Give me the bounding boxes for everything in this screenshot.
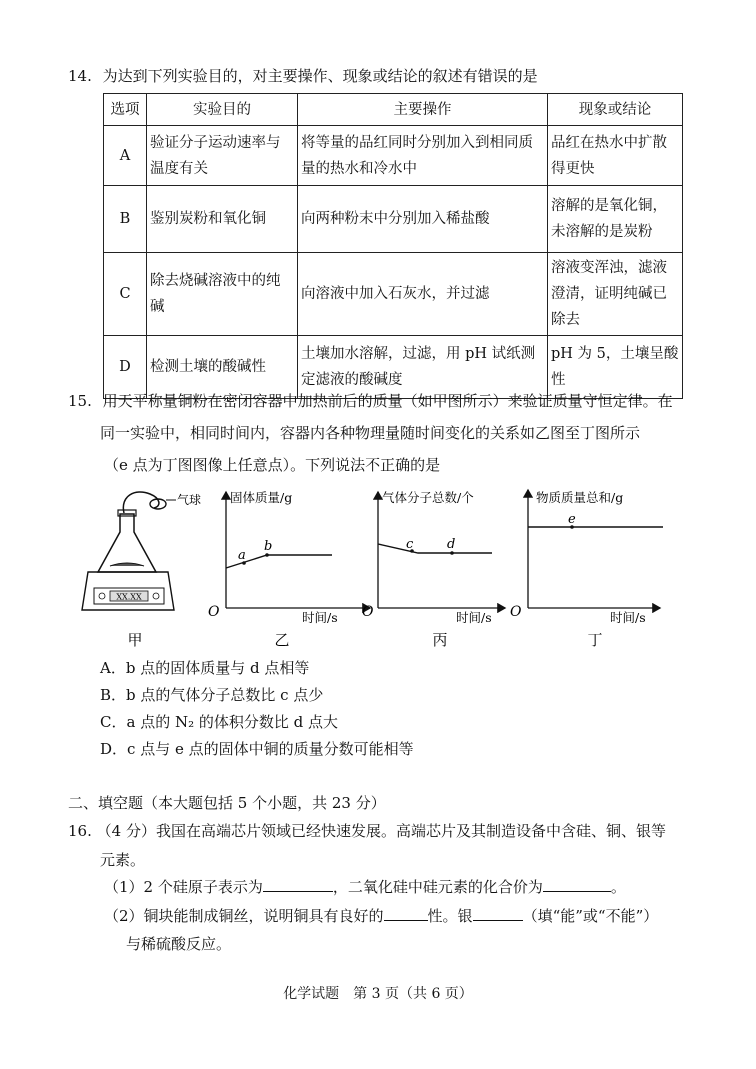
- row-option: A: [104, 126, 147, 186]
- label-b: b: [264, 539, 273, 554]
- row-option: D: [104, 336, 147, 399]
- sub1-text-b: ，二氧化硅中硅元素的化合价为: [332, 878, 543, 896]
- option-c: C．a 点的 N₂ 的体积分数比 d 点大: [100, 713, 339, 731]
- header-purpose: 实验目的: [147, 94, 298, 126]
- option-a: A．b 点的固体质量与 d 点相等: [100, 659, 310, 677]
- q15-figures: [80, 480, 680, 650]
- q16-sub2: [104, 905, 658, 926]
- row-purpose: 验证分子运动速率与温度有关: [147, 126, 298, 186]
- row-result: pH 为 5，土壤呈酸性: [548, 336, 683, 399]
- table-row: [104, 126, 683, 186]
- row-result: 溶液变浑浊，滤液澄清，证明纯碱已除去: [548, 253, 683, 336]
- option-b: B．b 点的气体分子总数比 c 点少: [100, 686, 324, 704]
- label-c: c: [406, 537, 414, 552]
- table-row: [104, 186, 683, 253]
- caption-yi: 乙: [274, 631, 290, 649]
- balloon-label: 气球: [177, 493, 202, 507]
- q16-stem: [68, 820, 666, 841]
- caption-jia: 甲: [127, 631, 143, 649]
- sub1-text-a: （1）2 个硅原子表示为: [104, 878, 263, 896]
- ding-origin: O: [510, 604, 522, 620]
- q16-sub1: [104, 876, 626, 897]
- scale-display: XX.XX: [116, 592, 142, 602]
- q16-stem-line1: （4 分）我国在高端芯片领域已经快速发展。高端芯片及其制造设备中含硅、铜、银等: [96, 822, 666, 840]
- ding-ylabel: 物质质量总和/g: [536, 490, 624, 505]
- q15-number: 15.: [68, 392, 92, 410]
- answer-blank-2[interactable]: [543, 877, 611, 892]
- sub1-text-c: 。: [610, 878, 626, 896]
- answer-blank-4[interactable]: [473, 906, 523, 921]
- bing-origin: O: [362, 604, 374, 620]
- sub2-text-b: 性。银: [427, 907, 473, 925]
- apparatus-jia: [82, 492, 201, 649]
- chart-bing: [362, 490, 505, 649]
- q15-stem-line2: 同一实验中，相同时间内，容器内各种物理量随时间变化的关系如乙图至丁图所示: [100, 424, 641, 442]
- row-operation: 土壤加水溶解，过滤，用 pH 试纸测定滤液的酸碱度: [298, 336, 548, 399]
- table-header-row: [104, 94, 683, 126]
- sub2-line2: 与稀硫酸反应。: [126, 935, 232, 953]
- yi-xlabel: 时间/s: [302, 610, 338, 625]
- row-purpose: 鉴别炭粉和氧化铜: [147, 186, 298, 253]
- answer-blank-1[interactable]: [263, 877, 333, 892]
- bing-line: [378, 544, 492, 553]
- q15-stem-line3: （e 点为丁图图像上任意点）。下列说法不正确的是: [104, 456, 441, 474]
- header-option: 选项: [104, 94, 147, 126]
- q16-number: 16.: [68, 822, 92, 840]
- caption-bing: 丙: [432, 631, 448, 649]
- table-row: [104, 253, 683, 336]
- label-e: e: [568, 512, 576, 527]
- q14-stem-text: 为达到下列实验目的，对主要操作、现象或结论的叙述有错误的是: [102, 67, 538, 85]
- q15-stem: [68, 390, 673, 411]
- row-purpose: 检测土壤的酸碱性: [147, 336, 298, 399]
- q15-stem-line1: 用天平称量铜粉在密闭容器中加热前后的质量（如甲图所示）来验证质量守恒定律。在: [102, 392, 673, 410]
- row-option: B: [104, 186, 147, 253]
- answer-blank-3[interactable]: [384, 906, 428, 921]
- bing-xlabel: 时间/s: [456, 610, 492, 625]
- ding-xlabel: 时间/s: [610, 610, 646, 625]
- q14-stem: [68, 65, 538, 86]
- header-result: 现象或结论: [548, 94, 683, 126]
- option-d: D．c 点与 e 点的固体中铜的质量分数可能相等: [100, 740, 414, 758]
- page-footer: 化学试题 第 3 页（共 6 页）: [283, 986, 473, 1002]
- row-operation: 向溶液中加入石灰水，并过滤: [298, 253, 548, 336]
- row-result: 品红在热水中扩散得更快: [548, 126, 683, 186]
- yi-ylabel: 固体质量/g: [230, 490, 293, 505]
- sub2-text-a: （2）铜块能制成铜丝，说明铜具有良好的: [104, 907, 384, 925]
- chart-ding: [510, 490, 663, 649]
- label-a: a: [238, 548, 246, 563]
- q14-number: 14.: [68, 67, 92, 85]
- bing-ylabel: 气体分子总数/个: [382, 490, 474, 505]
- row-purpose: 除去烧碱溶液中的纯碱: [147, 253, 298, 336]
- yi-origin: O: [208, 604, 220, 620]
- caption-ding: 丁: [587, 631, 603, 649]
- row-operation: 向两种粉末中分别加入稀盐酸: [298, 186, 548, 253]
- row-option: C: [104, 253, 147, 336]
- sub2-text-c: （填“能”或“不能”）: [522, 907, 659, 925]
- q14-table: [103, 93, 683, 399]
- header-operation: 主要操作: [298, 94, 548, 126]
- row-operation: 将等量的品红同时分别加入到相同质量的热水和冷水中: [298, 126, 548, 186]
- q16-stem-line2: 元素。: [100, 851, 146, 869]
- label-d: d: [447, 537, 456, 552]
- section-title: 二、填空题（本大题包括 5 个小题，共 23 分）: [68, 794, 386, 812]
- row-result: 溶解的是氧化铜，未溶解的是炭粉: [548, 186, 683, 253]
- chart-yi: [208, 490, 370, 649]
